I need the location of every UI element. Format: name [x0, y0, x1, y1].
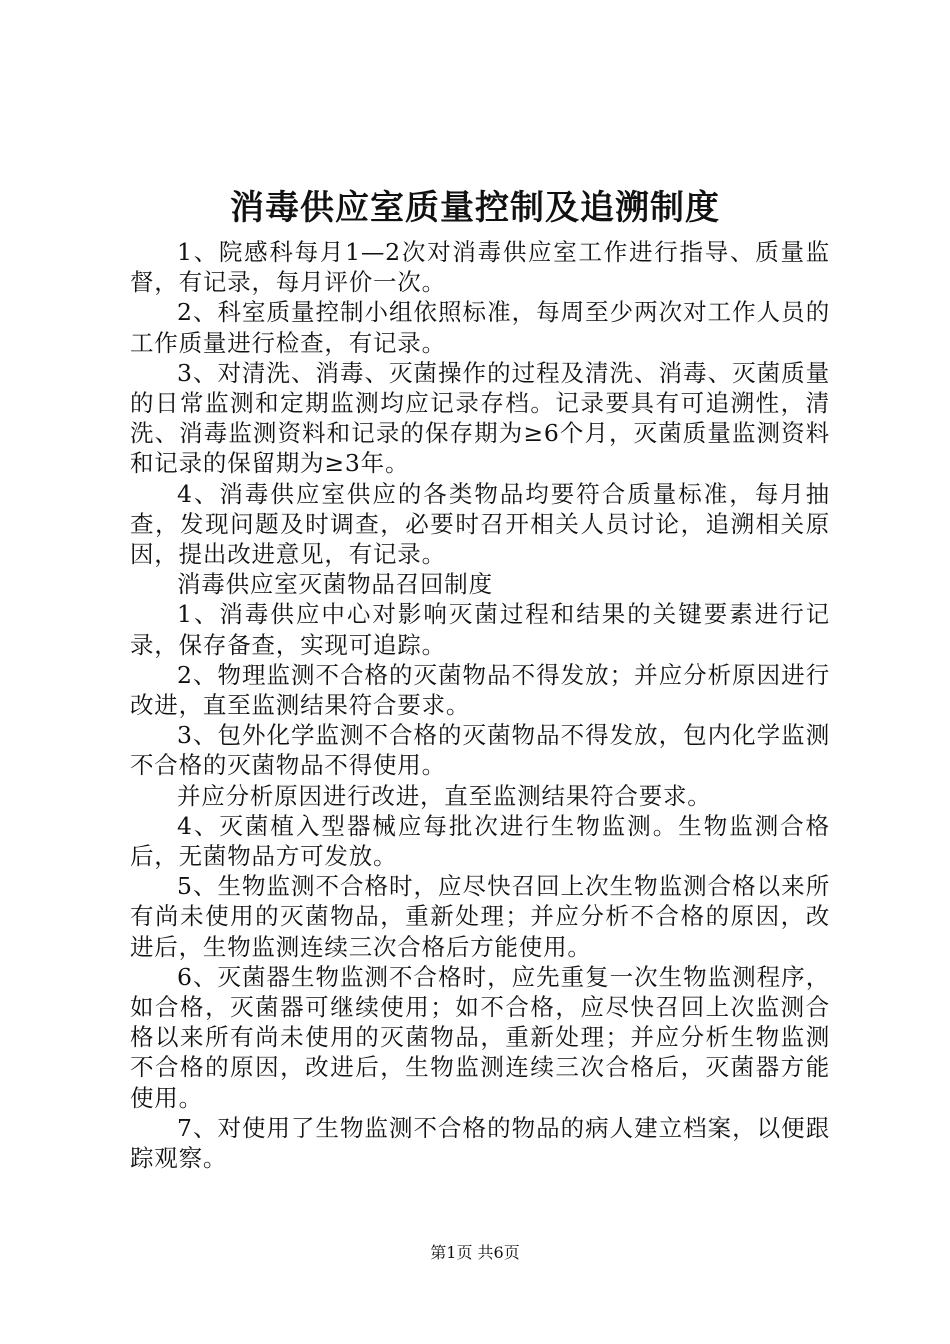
- paragraph-10: 5、生物监测不合格时，应尽快召回上次生物监测合格以来所有尚未使用的灭菌物品，重新处理；并应分析不合格的原因，改进后，生物监测连续三次合格后方能使用。: [130, 872, 830, 961]
- paragraph-6: 2、物理监测不合格的灭菌物品不得发放；并应分析原因进行改进，直至监测结果符合要求。: [130, 660, 830, 720]
- section-heading-recall: 消毒供应室灭菌物品召回制度: [177, 570, 493, 599]
- paragraph-2: 2、科室质量控制小组依照标准，每周至少两次对工作人员的工作质量进行检查，有记录。: [130, 298, 830, 357]
- document-title: 消毒供应室质量控制及追溯制度: [230, 188, 720, 228]
- paragraph-7: 3、包外化学监测不合格的灭菌物品不得发放，包内化学监测不合格的灭菌物品不得使用。: [130, 721, 830, 780]
- paragraph-1: 1、院感科每月1—2次对消毒供应室工作进行指导、质量监督，有记录，每月评价一次。: [130, 238, 830, 297]
- paragraph-3: 3、对清洗、消毒、灭菌操作的过程及清洗、消毒、灭菌质量的日常监测和定期监测均应记录存档。记录要具有可追溯性，清洗、消毒监测资料和记录的保存期为≥6个月，灭菌质量监测资料和记录的保留期为≥3年。: [130, 358, 830, 478]
- paragraph-12: 7、对使用了生物监测不合格的物品的病人建立档案，以便跟踪观察。: [130, 1113, 830, 1173]
- paragraph-4: 4、消毒供应室供应的各类物品均要符合质量标准，每月抽查，发现问题及时调查，必要时召开相关人员讨论，追溯相关原因，提出改进意见，有记录。: [130, 479, 830, 569]
- paragraph-5: 1、消毒供应中心对影响灭菌过程和结果的关键要素进行记录，保存备查，实现可追踪。: [130, 600, 830, 659]
- paragraph-8: 并应分析原因进行改进，直至监测结果符合要求。: [177, 781, 712, 810]
- paragraph-9: 4、灭菌植入型器械应每批次进行生物监测。生物监测合格后，无菌物品方可发放。: [130, 811, 830, 871]
- page-footer: 第1页 共6页: [430, 1243, 520, 1262]
- paragraph-11: 6、灭菌器生物监测不合格时，应先重复一次生物监测程序，如合格，灭菌器可继续使用；如不合格，应尽快召回上次监测合格以来所有尚未使用的灭菌物品，重新处理；并应分析生物监测不合格的原因，改进后，生物监测连续三次合格后，灭菌器方能使用。: [130, 962, 830, 1112]
- document-body: [130, 237, 830, 1173]
